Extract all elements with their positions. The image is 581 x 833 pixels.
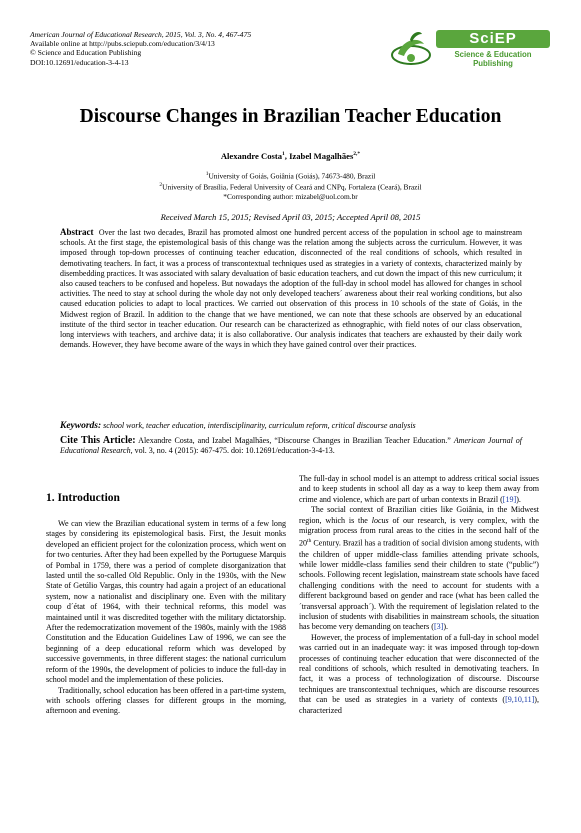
available-online-line[interactable]: Available online at http://pubs.sciepub.com/education/3/4/13 (30, 39, 215, 49)
paragraph (299, 505, 539, 633)
paragraph-text: Century. Brazil has a tradition of social division among students, with the children of upper middle-class families attending private schools, while lower middle-class families send their children to state (“public”) schools. Following recent legislation, mainstream state schools have faced challenging conditions with the need to account for students with a different background based on gender and race (what has been called the ´transversal approach´). With the requirement of legislation related to the inclusion of students with disabilities in mainstream schools, the situation has become very demanding on teachers ( (299, 539, 539, 632)
author-2-affiliation: 2,* (353, 151, 361, 158)
publisher-name (436, 50, 550, 68)
paragraph: We can view the Brazilian educational system in terms of a few long stages by considering its epistemological basis. First, the Jesuit monks developed an efficient project for the colonization process, which went on for two centuries. After they had been expelled by the Portuguese Marquis of Pombal in 1759, there was a period of complete disorganization that lasted until the so-called Old Republic. Only in the 1930s, with the New State of Getúlio Vargas, this country had again a project of an educational system, now a nationalist and disciplinary one. Even with the military coup d´état of 1964, with their technical reforms, this model was maintained until it was discredited together with the military dictatorship. After the redemocratization movement of the 1980s, mainly with the 1988 Constitution and the Education Guidelines Law of 1996, we can see the beginning of a deep educational reform which was developed by successive governments, in three different stages: the national curriculum reform of the 1990s, the development of policies to induce the full-day in school model and the implementation of these policies. (46, 519, 286, 685)
author-1-affiliation: 1 (282, 151, 285, 158)
author-separator: , (284, 151, 290, 161)
affiliation-1-mark: 1 (205, 171, 209, 177)
cite-text-pre: Alexandre Costa, and Izabel Magalhães, “Discourse Changes in Brazilian Teacher Education.” (138, 436, 451, 445)
abstract-text: Over the last two decades, Brazil has promoted almost one hundred percent access of the population in school age to mainstream schools. At the first stage, the epistemological basis of this change was the relation among the subjects across the curriculum. However, it was imposed through top-down processes of continuing teacher education, disconnected of the real conditions of schools, which resulted in demotivating teachers. In fact, it was a process of transcontextual techniques used as strategies in a variety of contexts, characterized mainly by disembedding practices. It was associated with salary devaluation of basic education teachers, and cut down the impact of this new curriculum; it also caused teachers to be confused and hopeless. But nowadays the adoption of the full-day in school model has allowed for changes in school activities. The need to stay at school during the whole day not only developed teachers´ awareness about their real working conditions, but also caused education policies to adapt to local practices. We carried out observation of this process in 10 schools of the state of Goiás, in the Midwest region of Brazil. In addition to the change that we have mentioned, we can note that these schools are observed by an educational institute of the third sector in teacher education. Our research can be characterized as ethnographic, with field notes of our class observation, long interviews with teachers, and archive data; it is also collaborative. Our analysis indicates that teachers are exhausted by their daily work demands. However, they have become aware of the ways in which they have gained control over their practices. (60, 228, 522, 350)
publisher-logo (388, 28, 553, 88)
journal-citation-line: American Journal of Educational Research, 2015, Vol. 3, No. 4, 467-475 (30, 30, 252, 39)
paragraph-text: ). (516, 494, 521, 504)
paragraph-text: The social context of Brazilian cities like Goiânia, in the Midwest region, which is the (299, 505, 539, 525)
affiliation-2-mark: 2 (159, 182, 163, 189)
reference-link[interactable]: [9,10,11] (505, 695, 535, 705)
affiliation-1 (0, 170, 581, 181)
cite-journal: American Journal of Educational Research (60, 436, 522, 456)
copyright-line: © Science and Education Publishing (30, 48, 142, 58)
publisher-name-line2: Publishing (473, 59, 513, 68)
paragraph: Traditionally, school education has been offered in a part-time system, with schools offering classes for different groups in the morning, afternoon and evening. (46, 685, 286, 716)
italic-term: locus (371, 515, 389, 525)
left-column (46, 519, 286, 717)
affiliations (0, 170, 581, 202)
affiliation-2 (0, 181, 581, 192)
paragraph-text: However, the process of implementation of a full-day in school model was carried out in an inadequate way: it was imposed through top-down processes of continuing teacher education that were disconnected of the real conditions of schools, which resulted in demotivating teachers. In fact, it was a process of technologization of discourse. Discourse techniques are transcontextual techniques, which are discourse resources that can be used as strategies in a variety of contexts ( (299, 632, 539, 705)
journal-header (30, 30, 330, 67)
keywords (60, 421, 522, 431)
globe-leaf-icon (388, 28, 434, 74)
author-1: Alexandre Costa (220, 151, 283, 161)
article-title: Discourse Changes in Brazilian Teacher Education (79, 106, 502, 127)
cite-label: Cite This Article: (60, 435, 136, 446)
keywords-text: school work, teacher education, interdisciplinarity, curriculum reform, critical discourse analysis (103, 421, 416, 430)
author-list (0, 151, 581, 161)
affiliation-1-text: University of Goiás, Goiânia (Goiás), 74673-480, Brazil (208, 171, 376, 181)
publisher-name-line1: Science & Education (454, 50, 532, 59)
ordinal-suffix: th (307, 538, 312, 545)
cite-text-post: , vol. 3, no. 4 (2015): 467-475. doi: 10.12691/education-3-4-13. (130, 446, 335, 456)
section-heading-introduction: 1. Introduction (46, 492, 120, 504)
paragraph (299, 474, 539, 505)
author-2: Izabel Magalhães (289, 151, 354, 161)
reference-link[interactable]: [3] (433, 622, 444, 632)
sciep-wordmark: SciEP (436, 30, 550, 48)
abstract-label: Abstract (60, 227, 94, 237)
cite-this-article (60, 436, 522, 456)
keywords-label: Keywords: (60, 421, 102, 431)
corresponding-author: *Corresponding author: mizabel@uol.com.br (223, 192, 358, 202)
paragraph-text: ), characterized (299, 695, 539, 715)
right-column (299, 474, 539, 716)
paragraph-text: of our research, is very complex, with the migration process from rural areas to the cities in the second half of the 20 (299, 515, 539, 549)
affiliation-2-text: University of Brasília, Federal University of Ceará and CNPq, Fortaleza (Ceará), Brazil (162, 182, 422, 192)
paragraph-text: ). (443, 622, 449, 632)
publication-dates: Received March 15, 2015; Revised April 03, 2015; Accepted April 08, 2015 (160, 212, 421, 222)
paragraph (299, 633, 539, 716)
reference-link[interactable]: [19] (502, 494, 517, 504)
doi-line: DOI:10.12691/education-3-4-13 (30, 57, 129, 67)
paragraph-text: The full-day in school model is an attempt to address critical social issues and to keep students in school all day as a way to keep them away from crime and violence, which are part of urban contexts in Brazil ( (299, 474, 539, 504)
abstract (60, 227, 522, 350)
